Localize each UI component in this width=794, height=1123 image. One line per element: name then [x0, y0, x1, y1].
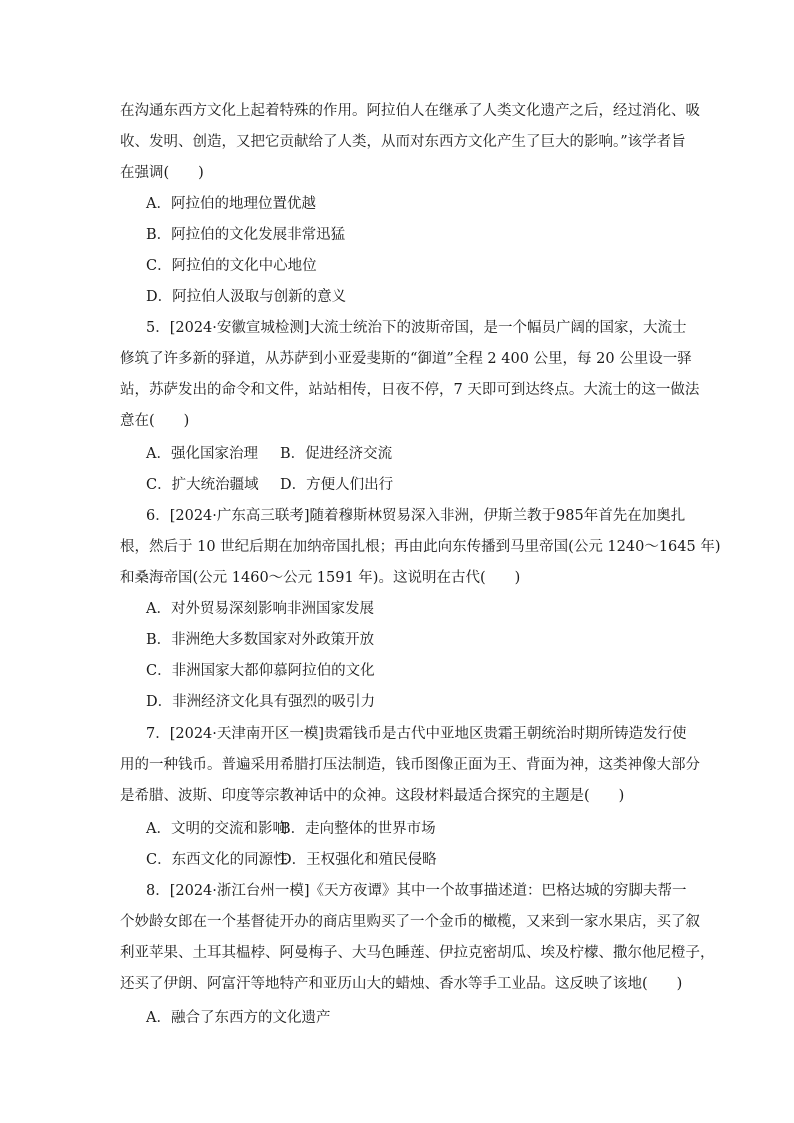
question-8-line-3: 利亚苹果、土耳其榅桲、阿曼梅子、大马色睡莲、伊拉克密胡瓜、埃及柠檬、撒尔他尼橙子， [120, 945, 715, 961]
option-7b: B．走向整体的世界市场 [280, 821, 436, 837]
question-5-line-1: 5．[2024·安徽宣城检测]大流士统治下的波斯帝国，是一个幅员广阔的国家，大流士 [146, 320, 687, 336]
option-6d: D．非洲经济文化具有强烈的吸引力 [146, 694, 376, 710]
option-5d: D．方便人们出行 [280, 477, 394, 493]
option-4d: D．阿拉伯人汲取与创新的意义 [146, 289, 347, 305]
options-5-row-2 [146, 475, 706, 495]
question-6-line-3: 和桑海帝国(公元 1460～公元 1591 年)。这说明在古代( ) [120, 570, 521, 586]
option-5a: A．强化国家治理 [146, 446, 258, 462]
intro-line-1: 在沟通东西方文化上起着特殊的作用。阿拉伯人在继承了人类文化遗产之后，经过消化、吸 [120, 103, 700, 119]
question-5-line-3: 站，苏萨发出的命令和文件，站站相传，日夜不停，7 天即可到达终点。大流士的这一做法 [120, 382, 700, 398]
option-4a: A．阿拉伯的地理位置优越 [146, 196, 316, 212]
question-7-line-2: 用的一种钱币。普遍采用希腊打压法制造，钱币图像正面为王、背面为神，这类神像大部分 [120, 757, 700, 773]
intro-line-3: 在强调( ) [120, 165, 204, 181]
question-8-line-4: 还买了伊朗、阿富汗等地特产和亚历山大的蜡烛、香水等手工业品。这反映了该地( ) [120, 976, 683, 992]
option-8a: A．融合了东西方的文化遗产 [146, 1010, 331, 1026]
question-6-line-1: 6．[2024·广东高三联考]随着穆斯林贸易深入非洲，伊斯兰教于985年首先在加奥扎 [146, 508, 686, 524]
question-6-line-2: 根，然后于 10 世纪后期在加纳帝国扎根；再由此向东传播到马里帝国(公元 1240～1645 年) [120, 539, 721, 555]
option-5c: C．扩大统治疆域 [146, 477, 259, 493]
option-5b: B．促进经济交流 [280, 446, 393, 462]
option-7a: A．文明的交流和影响 [146, 821, 287, 837]
intro-line-2: 收、发明、创造，又把它贡献给了人类，从而对东西方文化产生了巨大的影响。”该学者旨 [120, 134, 686, 150]
option-7c: C．东西文化的同源性 [146, 852, 288, 868]
options-7-row-2 [146, 850, 706, 870]
question-8-line-2: 个妙龄女郎在一个基督徒开办的商店里购买了一个金币的橄榄，又来到一家水果店，买了叙 [120, 914, 700, 930]
option-6b: B．非洲绝大多数国家对外政策开放 [146, 632, 375, 648]
question-7-line-1: 7．[2024·天津南开区一模]贵霜钱币是古代中亚地区贵霜王朝统治时期所铸造发行使 [146, 726, 687, 742]
option-4c: C．阿拉伯的文化中心地位 [146, 258, 317, 274]
option-4b: B．阿拉伯的文化发展非常迅猛 [146, 227, 346, 243]
option-6a: A．对外贸易深刻影响非洲国家发展 [146, 601, 374, 617]
option-7d: D．王权强化和殖民侵略 [280, 852, 437, 868]
options-7-row-1 [146, 819, 706, 839]
option-6c: C．非洲国家大都仰慕阿拉伯的文化 [146, 663, 375, 679]
question-7-line-3: 是希腊、波斯、印度等宗教神话中的众神。这段材料最适合探究的主题是( ) [120, 788, 625, 804]
question-8-line-1: 8．[2024·浙江台州一模]《天方夜谭》其中一个故事描述道：巴格达城的穷脚夫帮一 [146, 883, 687, 899]
question-5-line-4: 意在( ) [120, 413, 190, 429]
question-5-line-2: 修筑了许多新的驿道，从苏萨到小亚爱斐斯的“御道”全程 2 400 公里，每 20 公里设一驿 [120, 351, 692, 367]
options-5-row-1 [146, 444, 706, 464]
